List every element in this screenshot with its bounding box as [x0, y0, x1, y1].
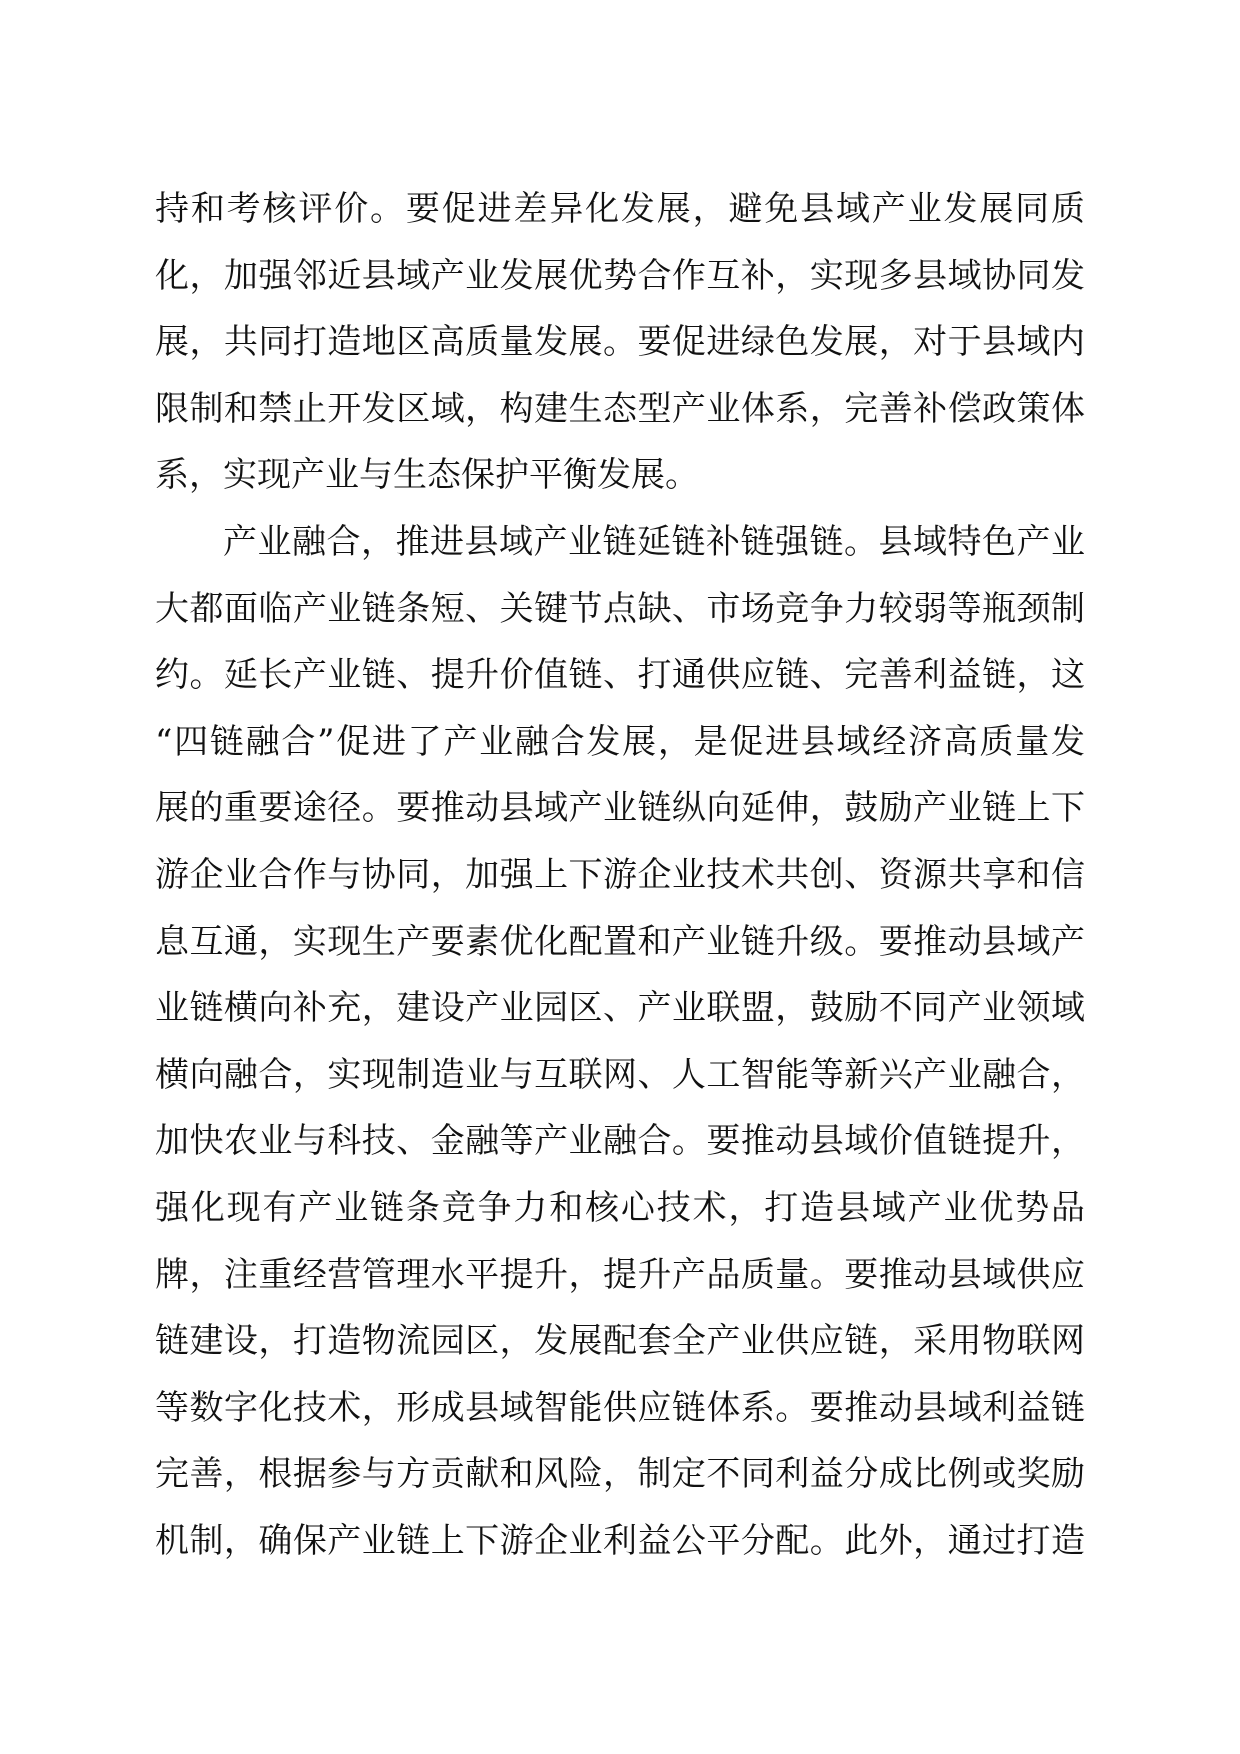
text-line: 游企业合作与协同，加强上下游企业技术共创、资源共享和信	[155, 854, 1085, 895]
body-text	[155, 176, 1085, 1574]
text-line: 约。延长产业链、提升价值链、打通供应链、完善利益链，这	[155, 655, 1085, 696]
paragraph-end-line: 系，实现产业与生态保护平衡发展。	[155, 455, 699, 496]
text-line: 完善，根据参与方贡献和风险，制定不同利益分成比例或奖励	[155, 1454, 1085, 1495]
text-line: 机制，确保产业链上下游企业利益公平分配。此外，通过打造	[155, 1520, 1085, 1561]
text-line: 牌，注重经营管理水平提升，提升产品质量。要推动县域供应	[155, 1254, 1085, 1295]
text-line: 限制和禁止开发区域，构建生态型产业体系，完善补偿政策体	[155, 388, 1085, 429]
text-line: 强化现有产业链条竞争力和核心技术，打造县域产业优势品	[155, 1187, 1085, 1228]
text-line: 大都面临产业链条短、关键节点缺、市场竞争力较弱等瓶颈制	[155, 588, 1085, 629]
text-line: 展，共同打造地区高质量发展。要促进绿色发展，对于县域内	[155, 322, 1085, 363]
text-line: 等数字化技术，形成县域智能供应链体系。要推动县域利益链	[155, 1387, 1085, 1428]
text-line: 持和考核评价。要促进差异化发展，避免县域产业发展同质	[155, 189, 1085, 229]
text-line: 横向融合，实现制造业与互联网、人工智能等新兴产业融合，	[155, 1054, 1085, 1095]
text-line: 息互通，实现生产要素优化配置和产业链升级。要推动县域产	[155, 921, 1085, 962]
text-line: “四链融合”促进了产业融合发展，是促进县域经济高质量发	[155, 721, 1085, 762]
text-line: 加快农业与科技、金融等产业融合。要推动县域价值链提升，	[155, 1121, 1085, 1162]
text-line: 业链横向补充，建设产业园区、产业联盟，鼓励不同产业领域	[155, 988, 1085, 1029]
text-line: 化，加强邻近县域产业发展优势合作互补，实现多县域协同发	[155, 255, 1085, 296]
paragraph-start-line: 产业融合，推进县域产业链延链补链强链。县域特色产业	[223, 521, 1085, 562]
text-line: 链建设，打造物流园区，发展配套全产业供应链，采用物联网	[155, 1321, 1085, 1362]
text-line: 展的重要途径。要推动县域产业链纵向延伸，鼓励产业链上下	[155, 788, 1085, 829]
